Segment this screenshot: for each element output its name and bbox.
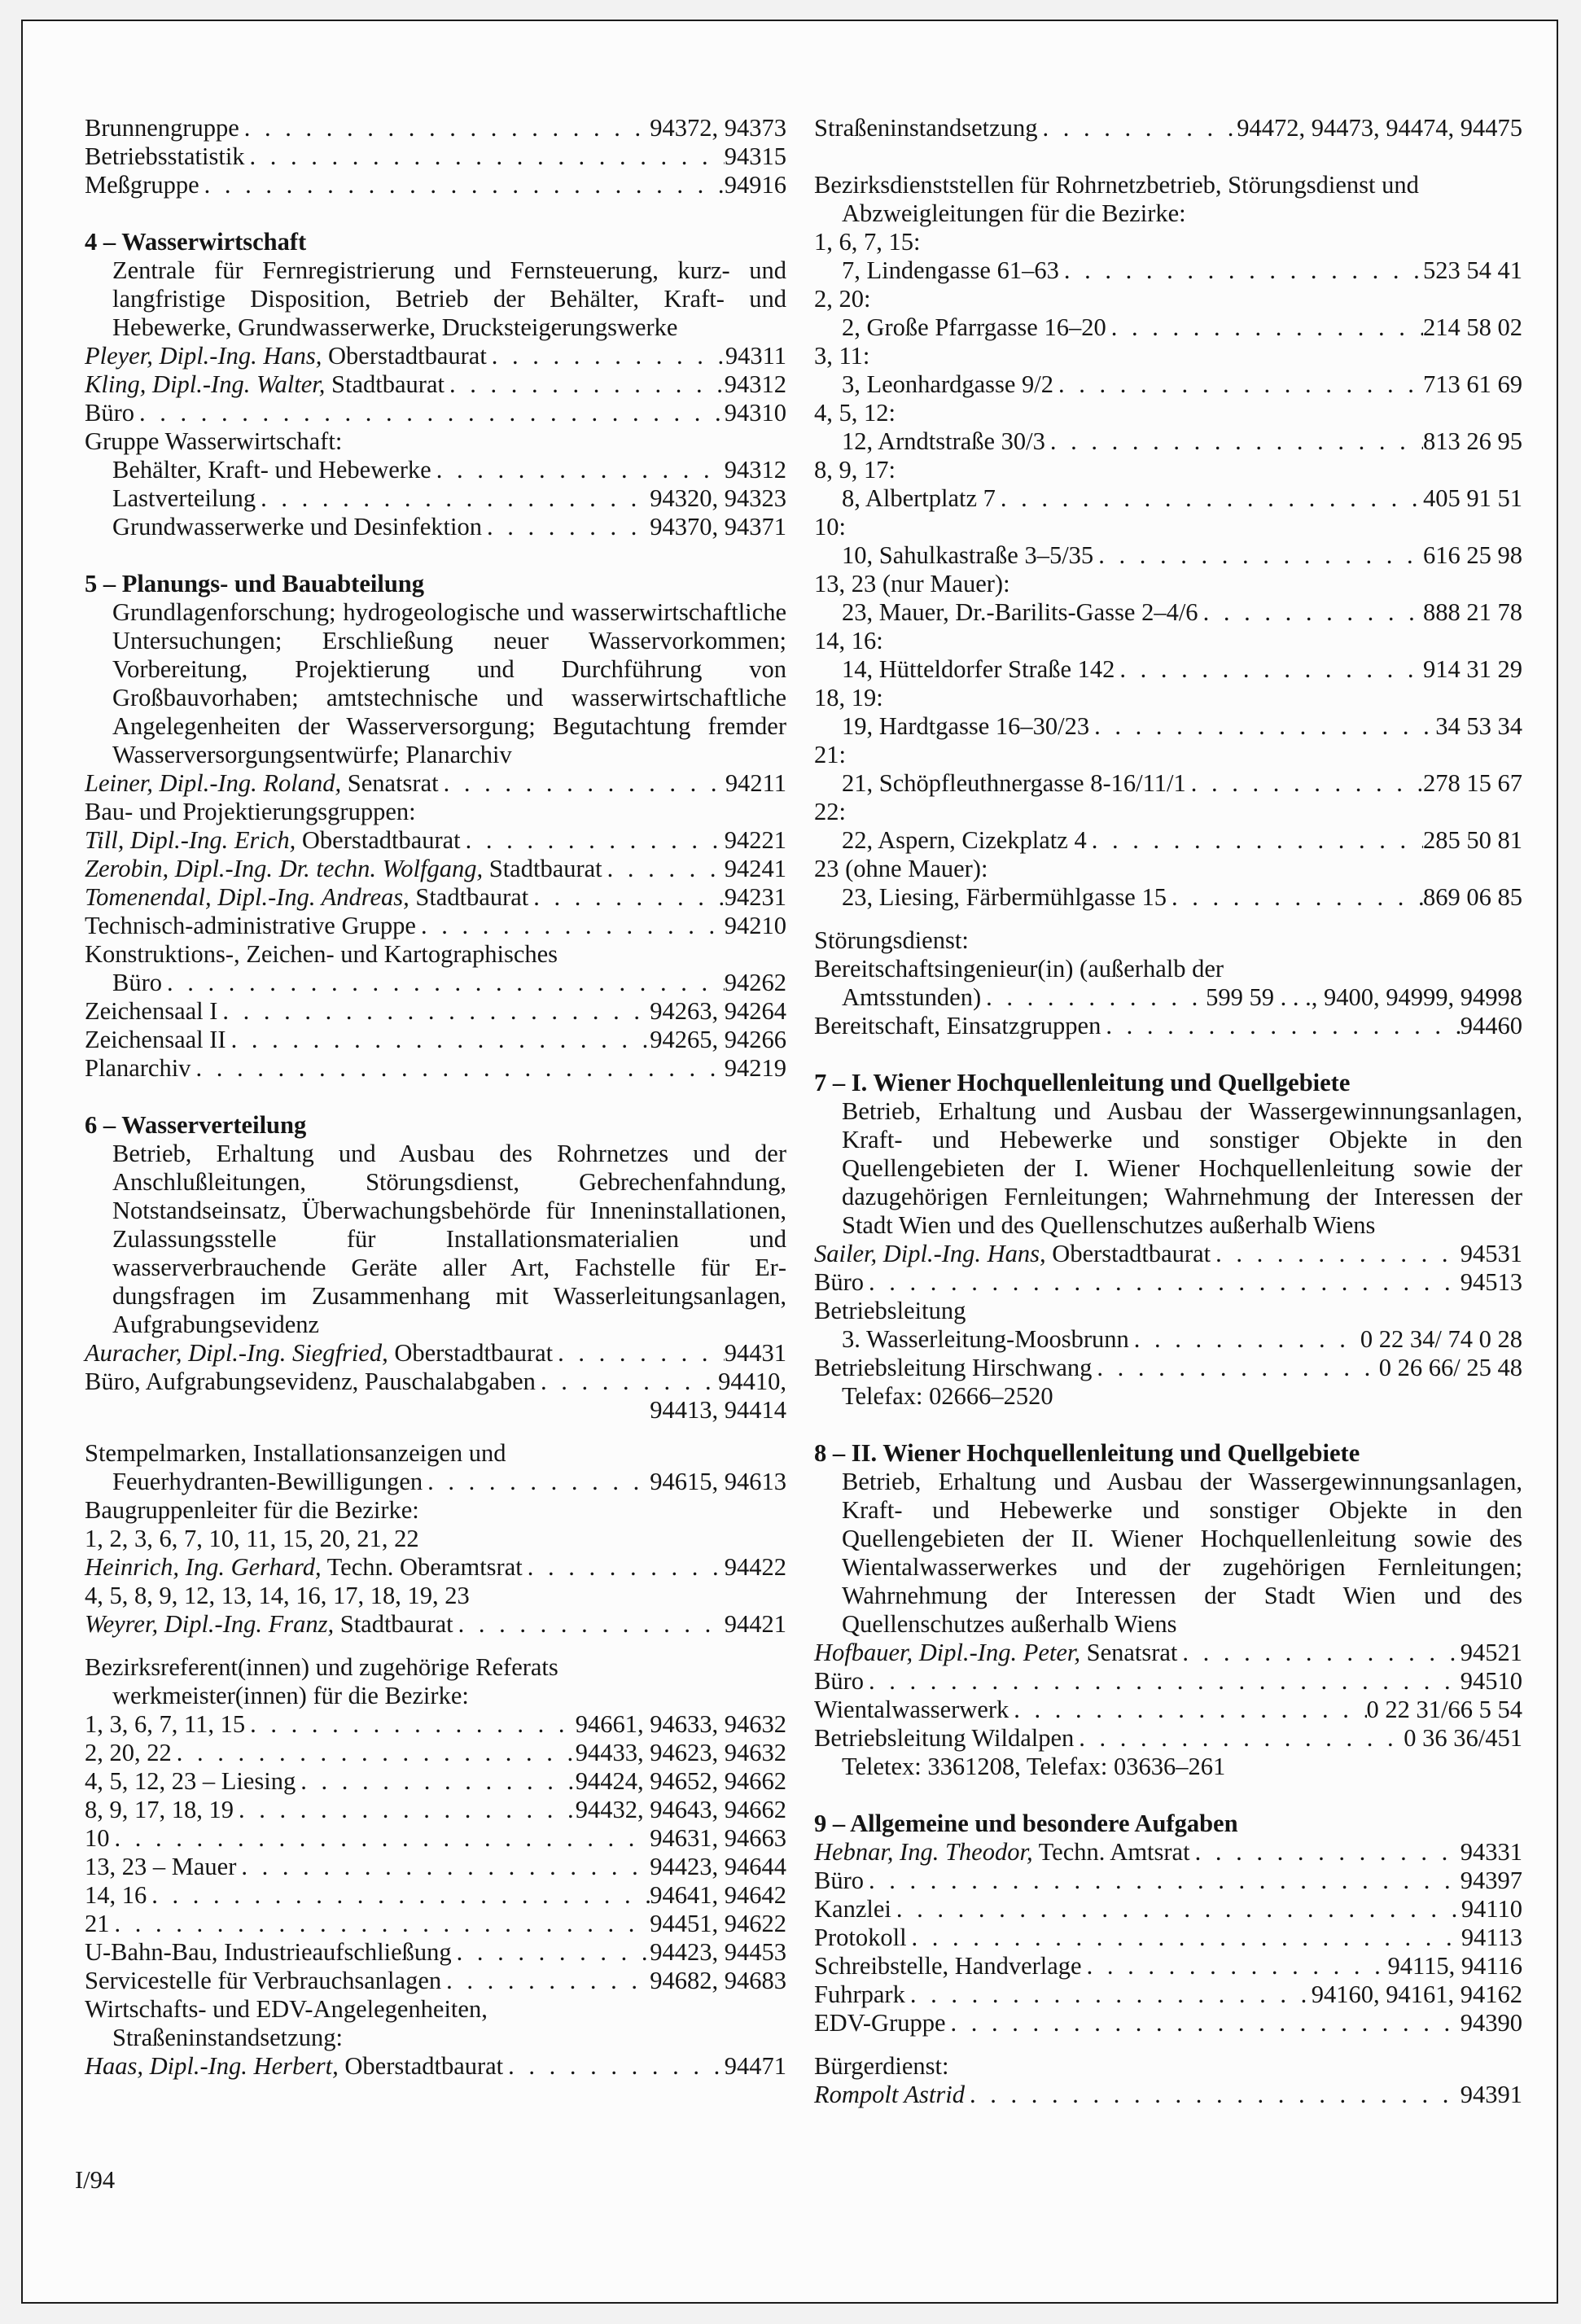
list-row: Planarchiv . . . 94219 bbox=[85, 1054, 786, 1083]
person-row: Haas, Dipl.-Ing. Herbert, Oberstadtbaurat . . . 94471 bbox=[85, 2052, 786, 2081]
district-row: 3, Leonhardgasse 9/2 . . . 713 61 69 bbox=[814, 370, 1522, 399]
page-number: I/94 bbox=[75, 2166, 116, 2194]
list-row: Meßgruppe . . . 94916 bbox=[85, 171, 786, 199]
section-heading: 7 – I. Wiener Hochquellenleitung und Quellgebiete bbox=[814, 1069, 1351, 1096]
section-heading: 6 – Wasserverteilung bbox=[85, 1111, 307, 1139]
person-row: Rompolt Astrid . . . 94391 bbox=[814, 2081, 1522, 2109]
district-label: 4, 5, 12: bbox=[814, 399, 896, 427]
district-label: 13, 23 (nur Mauer): bbox=[814, 570, 1010, 597]
district-label: 14, 16: bbox=[814, 627, 883, 654]
section-description: Betrieb, Erhaltung und Ausbau der Wassergewinnungsanlagen, Kraft- und Hebewerke und sonstiger Objekte in den Quellengebieten der I. Wiener Hochquellenleitung sowie der dazugehörigen Fernleitungen; Wahrnehmung der Interessen der Stadt Wien und des Quellenschutzes außerhalb Wiens bbox=[842, 1097, 1522, 1239]
person-row: Pleyer, Dipl.-Ing. Hans, Oberstadtbaurat . . . 94311 bbox=[85, 342, 786, 370]
section-heading: 4 – Wasserwirtschaft bbox=[85, 228, 307, 256]
section-description: Grundlagenforschung; hydrogeologische und wasserwirtschaftliche Untersuchungen; Erschließung neuer Wasservorkommen; Vorbereitung, Projektierung und Durchführung von Großbauvorhaben; amtstechnische und wasserwirtschaftliche Angelegenheiten der Wasserversorgung; Begutachtung fremder Wasserversorgungsentwürfe; Planarchiv bbox=[112, 598, 786, 768]
district-label: 23 (ohne Mauer): bbox=[814, 855, 988, 882]
fax-line: Teletex: 3361208, Telefax: 03636–261 bbox=[842, 1753, 1226, 1780]
fax-line: Telefax: 02666–2520 bbox=[842, 1382, 1053, 1410]
list-row: Grundwasserwerke und Desinfektion . . . 94370, 94371 bbox=[85, 513, 786, 541]
person-row: Zerobin, Dipl.-Ing. Dr. techn. Wolfgang, Stadtbaurat . . . 94241 bbox=[85, 855, 786, 883]
list-row: Lastverteilung . . . 94320, 94323 bbox=[85, 484, 786, 513]
district-row: 7, Lindengasse 61–63 . . . 523 54 41 bbox=[814, 256, 1522, 285]
list-row: Technisch-administrative Gruppe . . . 94210 bbox=[85, 912, 786, 940]
list-row: Amtsstunden) . . . 599 59 . . ., 9400, 94999, 94998 bbox=[814, 983, 1522, 1012]
page bbox=[21, 20, 1558, 2304]
district-label: 3, 11: bbox=[814, 342, 870, 370]
district-label: 22: bbox=[814, 798, 846, 825]
list-row: Betriebsleitung Wildalpen . . . 0 36 36/451 bbox=[814, 1724, 1522, 1753]
list-row: Feuerhydranten-Bewilligungen . . . 94615, 94613 bbox=[85, 1468, 786, 1496]
list-row: Bereitschaft, Einsatzgruppen . . . 94460 bbox=[814, 1012, 1522, 1040]
district-label: 1, 6, 7, 15: bbox=[814, 228, 921, 256]
district-label: 10: bbox=[814, 513, 846, 541]
list-row: 2, 20, 22 . . . 94433, 94623, 94632 bbox=[85, 1739, 786, 1767]
district-row: 8, Albertplatz 7 . . . 405 91 51 bbox=[814, 484, 1522, 513]
group-label: Bau- und Projektierungsgruppen: bbox=[85, 798, 416, 825]
list-row: Straßeninstandsetzung . . . 94472, 94473, 94474, 94475 bbox=[814, 114, 1522, 142]
group-label: Bezirksdienststellen für Rohrnetzbetrieb, Störungsdienst und bbox=[814, 171, 1419, 199]
district-label: 21: bbox=[814, 741, 846, 768]
district-row: 12, Arndtstraße 30/3 . . . 813 26 95 bbox=[814, 427, 1522, 456]
list-row: Büro . . . 94510 bbox=[814, 1667, 1522, 1696]
group-label: Abzweigleitungen für die Bezirke: bbox=[842, 199, 1186, 227]
list-row: Büro, Aufgrabungsevidenz, Pauschalabgaben . . . 94410, bbox=[85, 1368, 786, 1396]
right-column bbox=[814, 114, 1522, 2109]
list-row: 3. Wasserleitung-Moosbrunn . . . 0 22 34/ 74 0 28 bbox=[814, 1325, 1522, 1354]
list-row: 4, 5, 12, 23 – Liesing . . . 94424, 94652, 94662 bbox=[85, 1767, 786, 1796]
district-row: 10, Sahulkastraße 3–5/35 . . . 616 25 98 bbox=[814, 541, 1522, 570]
list-row: Büro . . . 94513 bbox=[814, 1268, 1522, 1297]
section-heading: 5 – Planungs- und Bauabteilung bbox=[85, 570, 424, 597]
person-row: Auracher, Dipl.-Ing. Siegfried, Oberstadtbaurat . . . 94431 bbox=[85, 1339, 786, 1368]
group-label: Störungsdienst: bbox=[814, 926, 969, 954]
person-row: Hebnar, Ing. Theodor, Techn. Amtsrat . . . 94331 bbox=[814, 1838, 1522, 1867]
group-label: Betriebsleitung bbox=[814, 1297, 966, 1324]
person-row: Weyrer, Dipl.-Ing. Franz, Stadtbaurat . . . 94421 bbox=[85, 1610, 786, 1639]
district-label: 2, 20: bbox=[814, 285, 871, 313]
section-description: Zentrale für Fernregistrierung und Fernsteuerung, kurz- und langfristige Disposition, Betrieb der Behälter, Kraft- und Hebewerke, Grundwasserwerke, Drucksteigerungswerke bbox=[112, 256, 786, 341]
list-row: EDV-Gruppe . . . 94390 bbox=[814, 2009, 1522, 2037]
person-row: Heinrich, Ing. Gerhard, Techn. Oberamtsrat . . . 94422 bbox=[85, 1553, 786, 1582]
group-label: werkmeister(innen) für die Bezirke: bbox=[112, 1682, 469, 1709]
list-row: 8, 9, 17, 18, 19 . . . 94432, 94643, 94662 bbox=[85, 1796, 786, 1824]
person-row: Sailer, Dipl.-Ing. Hans, Oberstadtbaurat . . . 94531 bbox=[814, 1240, 1522, 1268]
district-row: 19, Hardtgasse 16–30/23 . . . 34 53 34 bbox=[814, 712, 1522, 741]
person-row: Leiner, Dipl.-Ing. Roland, Senatsrat . . . 94211 bbox=[85, 769, 786, 798]
district-list: 4, 5, 8, 9, 12, 13, 14, 16, 17, 18, 19, 23 bbox=[85, 1582, 470, 1609]
list-row: Fuhrpark . . . 94160, 94161, 94162 bbox=[814, 1980, 1522, 2009]
section-description: Betrieb, Erhaltung und Ausbau des Rohrnetzes und der Anschlußleitungen, Störungsdienst, Gebrechenfahndung, Notstandseinsatz, Überwachungsbehörde für Inneninstallationen, Zulassungsstelle für Installationsmaterialien und wasserverbrauchende Geräte aller Art, Fachstelle für Erdungsfragen im Zusammenhang mit Wasserleitungsanlagen, Aufgrabungsevidenz bbox=[112, 1140, 786, 1338]
list-row: 10 . . . 94631, 94663 bbox=[85, 1824, 786, 1853]
list-row: Protokoll . . . 94113 bbox=[814, 1924, 1522, 1952]
list-row: 14, 16 . . . 94641, 94642 bbox=[85, 1881, 786, 1910]
list-row: 13, 23 – Mauer . . . 94423, 94644 bbox=[85, 1853, 786, 1881]
list-row: Servicestelle für Verbrauchsanlagen . . . 94682, 94683 bbox=[85, 1967, 786, 1995]
district-row: 23, Liesing, Färbermühlgasse 15 . . . 869 06 85 bbox=[814, 883, 1522, 912]
person-row: Hofbauer, Dipl.-Ing. Peter, Senatsrat . . . 94521 bbox=[814, 1639, 1522, 1667]
list-row: Betriebsstatistik . . . 94315 bbox=[85, 142, 786, 171]
section-heading: 8 – II. Wiener Hochquellenleitung und Quellgebiete bbox=[814, 1439, 1360, 1467]
group-label: Baugruppenleiter für die Bezirke: bbox=[85, 1496, 419, 1524]
district-row: 14, Hütteldorfer Straße 142 . . . 914 31 29 bbox=[814, 655, 1522, 684]
district-row: 23, Mauer, Dr.-Barilits-Gasse 2–4/6 . . . 888 21 78 bbox=[814, 598, 1522, 627]
list-row-continuation: 94413, 94414 bbox=[650, 1396, 786, 1424]
section-heading: 9 – Allgemeine und besondere Aufgaben bbox=[814, 1810, 1238, 1837]
district-row: 21, Schöpfleuthnergasse 8-16/11/1 . . . 278 15 67 bbox=[814, 769, 1522, 798]
group-label: Gruppe Wasserwirtschaft: bbox=[85, 427, 343, 455]
list-row: 1, 3, 6, 7, 11, 15 . . . 94661, 94633, 94632 bbox=[85, 1710, 786, 1739]
list-row: 21 . . . 94451, 94622 bbox=[85, 1910, 786, 1938]
list-row: U-Bahn-Bau, Industrieaufschließung . . . 94423, 94453 bbox=[85, 1938, 786, 1967]
group-label: Konstruktions-, Zeichen- und Kartographisches bbox=[85, 940, 558, 968]
list-row: Büro . . . 94397 bbox=[814, 1867, 1522, 1895]
person-row: Tomenendal, Dipl.-Ing. Andreas, Stadtbaurat . . . 94231 bbox=[85, 883, 786, 912]
list-row: Zeichensaal II . . . 94265, 94266 bbox=[85, 1026, 786, 1054]
district-label: 8, 9, 17: bbox=[814, 456, 896, 484]
list-row: Betriebsleitung Hirschwang . . . 0 26 66/ 25 48 bbox=[814, 1354, 1522, 1382]
group-label: Stempelmarken, Installationsanzeigen und bbox=[85, 1439, 506, 1467]
list-row: Büro . . . 94310 bbox=[85, 399, 786, 427]
list-row: Schreibstelle, Handverlage . . . 94115, 94116 bbox=[814, 1952, 1522, 1980]
group-label: Straßeninstandsetzung: bbox=[112, 2024, 343, 2051]
list-row: Wientalwasserwerk . . . 0 22 31/66 5 54 bbox=[814, 1696, 1522, 1724]
list-row: Kanzlei . . . 94110 bbox=[814, 1895, 1522, 1924]
district-list: 1, 2, 3, 6, 7, 10, 11, 15, 20, 21, 22 bbox=[85, 1525, 419, 1552]
district-row: 2, Große Pfarrgasse 16–20 . . . 214 58 02 bbox=[814, 313, 1522, 342]
list-row: Brunnengruppe . . . 94372, 94373 bbox=[85, 114, 786, 142]
district-label: 18, 19: bbox=[814, 684, 883, 711]
list-row: Zeichensaal I . . . 94263, 94264 bbox=[85, 997, 786, 1026]
section-description: Betrieb, Erhaltung und Ausbau der Wassergewinnungsanlagen, Kraft- und Hebewerke und sonstiger Objekte in den Quellengebieten der II. Wiener Hochquellenleitung sowie des Wientalwasserwerkes und der zugehörigen Fernleitungen; Wahrnehmung der Interessen der Stadt Wien und des Quellenschutzes außerhalb Wiens bbox=[842, 1468, 1522, 1638]
person-row: Kling, Dipl.-Ing. Walter, Stadtbaurat . . . 94312 bbox=[85, 370, 786, 399]
group-label: Wirtschafts- und EDV-Angelegenheiten, bbox=[85, 1995, 488, 2023]
list-row: Behälter, Kraft- und Hebewerke . . . 94312 bbox=[85, 456, 786, 484]
list-row: Büro . . . 94262 bbox=[85, 969, 786, 997]
group-label: Bereitschaftsingenieur(in) (außerhalb der bbox=[814, 955, 1224, 983]
group-label: Bezirksreferent(innen) und zugehörige Referats bbox=[85, 1653, 558, 1681]
group-label: Bürgerdienst: bbox=[814, 2052, 949, 2080]
left-column bbox=[85, 114, 786, 2081]
person-row: Till, Dipl.-Ing. Erich, Oberstadtbaurat . . . 94221 bbox=[85, 826, 786, 855]
district-row: 22, Aspern, Cizekplatz 4 . . . 285 50 81 bbox=[814, 826, 1522, 855]
